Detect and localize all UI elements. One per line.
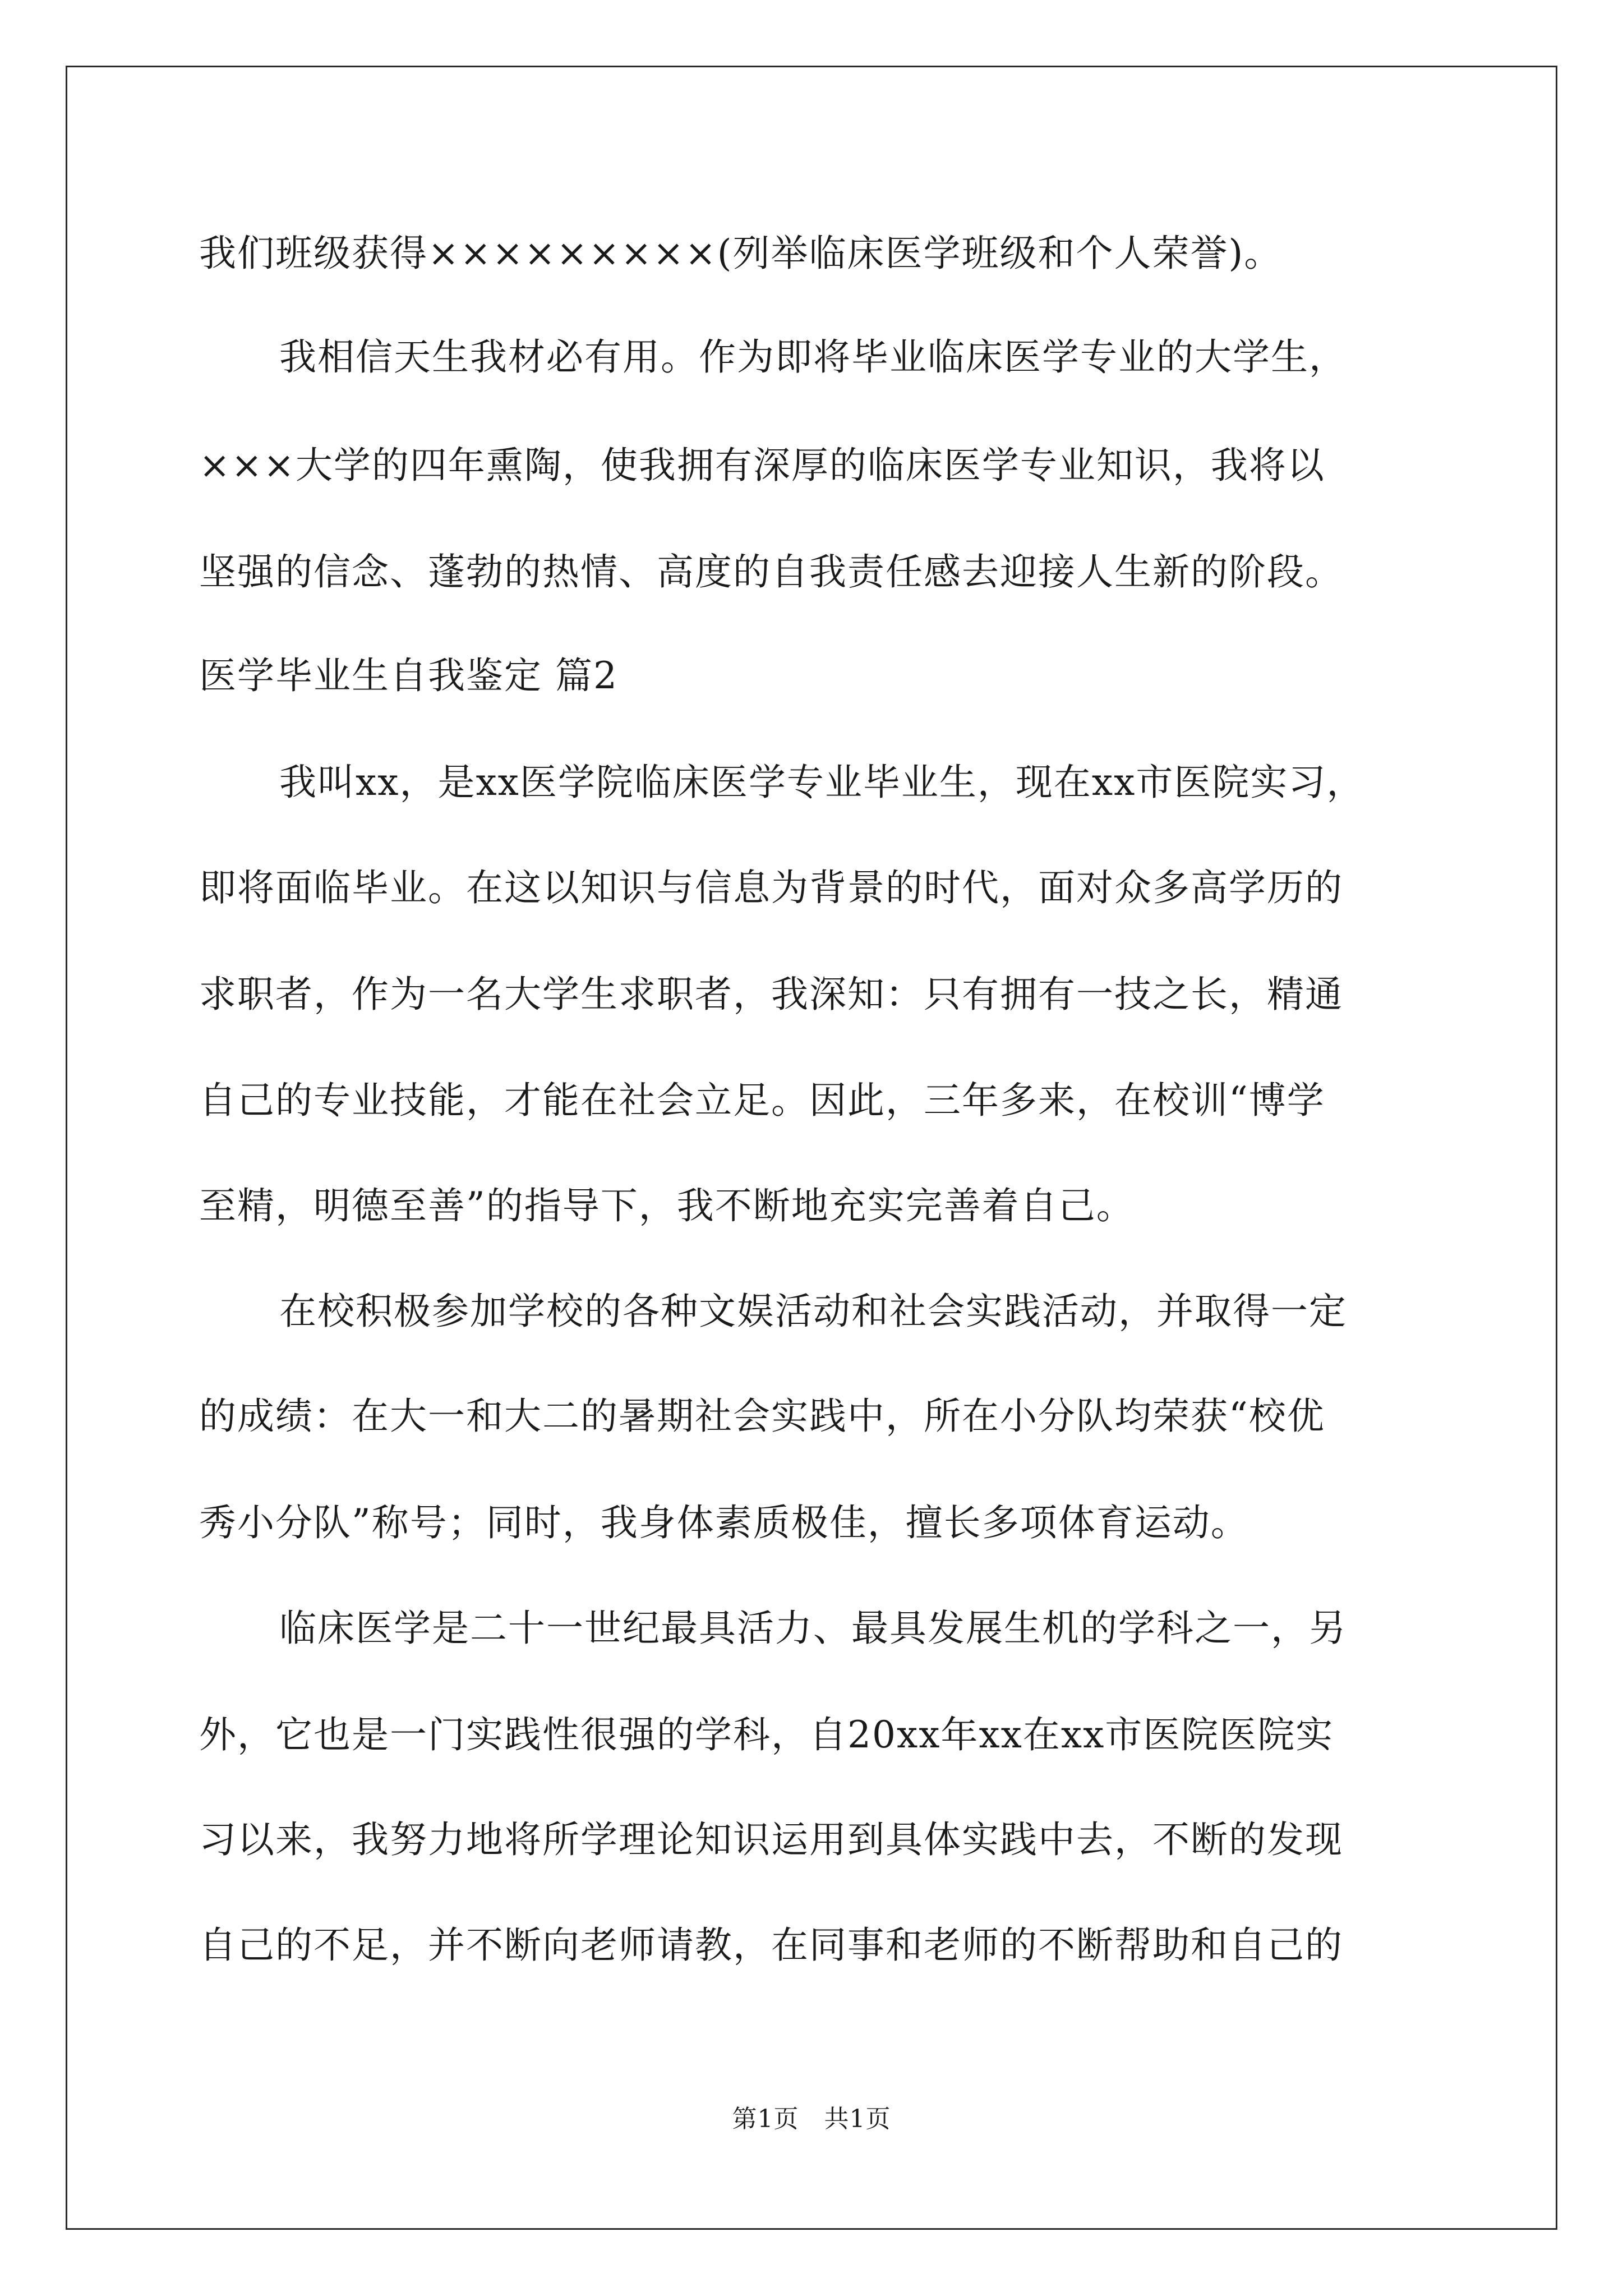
- text-line: 坚强的信念、蓬勃的热情、高度的自我责任感去迎接人生新的阶段。: [199, 550, 1343, 593]
- text-line: 自己的不足，并不断向老师请教，在同事和老师的不断帮助和自己的: [199, 1924, 1343, 1967]
- text-line: 求职者，作为一名大学生求职者，我深知：只有拥有一技之长，精通: [199, 973, 1343, 1016]
- text-line: 我叫xx，是xx医学院临床医学专业毕业生，现在xx市医院实习，: [279, 761, 1365, 804]
- text-line: 即将面临毕业。在这以知识与信息为背景的时代，面对众多高学历的: [199, 866, 1343, 909]
- text-line: 我相信天生我材必有用。作为即将毕业临床医学专业的大学生，: [279, 335, 1347, 379]
- text-line: 自己的专业技能，才能在社会立足。因此，三年多来，在校训“博学: [199, 1079, 1325, 1122]
- text-line: 秀小分队”称号；同时，我身体素质极佳，擅长多项体育运动。: [199, 1501, 1249, 1544]
- text-line: 习以来，我努力地将所学理论知识运用到具体实践中去，不断的发现: [199, 1818, 1343, 1861]
- page-footer: 第1页 共1页: [732, 2105, 891, 2133]
- text-line: 在校积极参加学校的各种文娱活动和社会实践活动，并取得一定: [279, 1290, 1347, 1333]
- text-line: 我们班级获得×××××××××(列举临床医学班级和个人荣誉)。: [199, 232, 1283, 275]
- section-heading: 医学毕业生自我鉴定 篇2: [199, 654, 618, 697]
- text-line: 的成绩：在大一和大二的暑期社会实践中，所在小分队均荣获“校优: [199, 1395, 1325, 1438]
- page-border: [66, 66, 1557, 2230]
- text-line: 临床医学是二十一世纪最具活力、最具发展生机的学科之一，另: [279, 1607, 1347, 1650]
- text-line: ×××大学的四年熏陶，使我拥有深厚的临床医学专业知识，我将以: [199, 444, 1325, 487]
- text-line: 至精，明德至善”的指导下，我不断地充实完善着自己。: [199, 1184, 1135, 1227]
- text-line: 外，它也是一门实践性很强的学科，自20xx年xx在xx市医院医院实: [199, 1713, 1334, 1756]
